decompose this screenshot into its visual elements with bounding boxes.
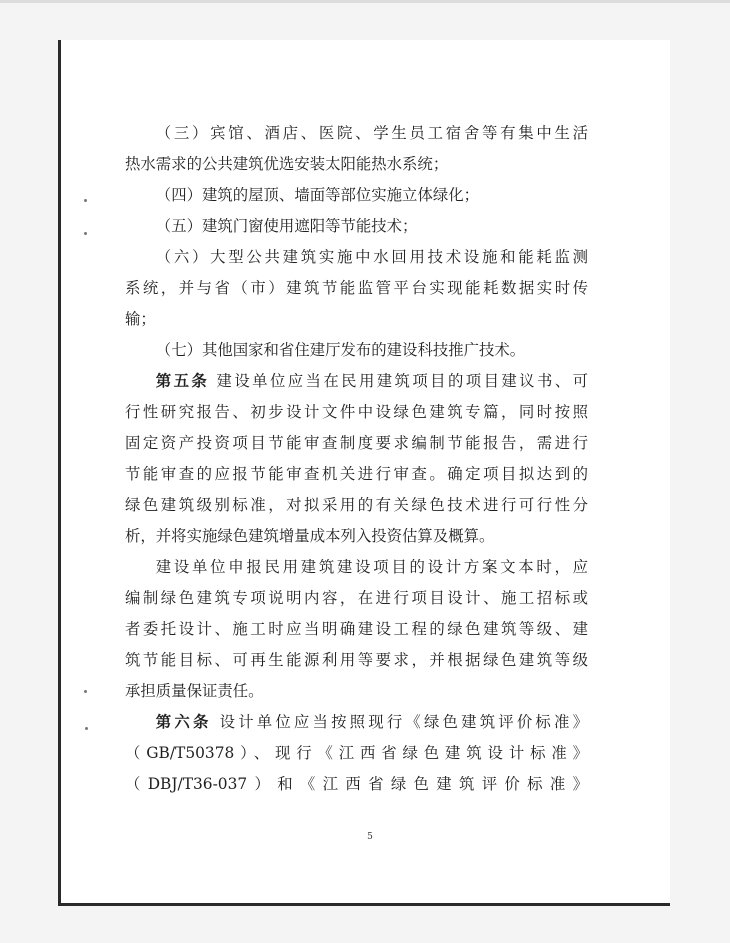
scan-speck [84,690,87,693]
text-line [125,149,588,180]
line-text: 承担质量保证责任。 [125,682,264,700]
text-line [125,645,588,676]
text-line [125,273,588,304]
text-line [125,397,588,428]
text-line [125,552,588,583]
article-heading: 第六条 [155,713,212,731]
text-line [125,459,588,490]
line-text: 建设单位应当在民用建筑项目的项目建议书、可 [216,372,588,390]
line-text: （DBJ/T36-037）和《江西省绿色建筑评价标准》 [125,775,588,793]
line-text: 设计单位应当按照现行《绿色建筑评价标准》 [219,713,588,731]
line-text: （六）大型公共建筑实施中水回用技术设施和能耗监测 [155,248,588,266]
text-line [125,211,588,242]
scan-top-edge [0,0,730,3]
article-heading: 第五条 [155,372,210,390]
text-line [125,180,588,211]
line-text: 绿色建筑级别标准，对拟采用的有关绿色技术进行可行性分 [125,496,588,514]
text-line [125,769,588,800]
line-text: 热水需求的公共建筑优选安装太阳能热水系统； [125,155,449,173]
text-line [125,583,588,614]
text-line [125,242,588,273]
text-line [125,366,588,397]
line-text: 节能审查的应报节能审查机关进行审查。确定项目拟达到的 [125,465,588,483]
line-text: 系统，并与省（市）建筑节能监管平台实现能耗数据实时传 [125,279,588,297]
line-text: （三）宾馆、酒店、医院、学生员工宿舍等有集中生活 [155,124,588,142]
scan-speck [85,727,88,730]
line-text: 输； [125,310,156,328]
text-line [125,614,588,645]
line-text: （GB/T50378）、现行《江西省绿色建筑设计标准》 [125,744,588,762]
scan-speck [84,199,87,202]
text-line [125,304,588,335]
text-line [125,490,588,521]
scan-speck [84,232,87,235]
text-line [125,738,588,769]
line-text: 析，并将实施绿色建筑增量成本列入投资估算及概算。 [125,527,495,545]
text-line [125,707,588,738]
page-number: 5 [367,832,373,842]
line-text: 编制绿色建筑专项说明内容，在进行项目设计、施工招标或 [125,589,588,607]
text-line [125,335,588,366]
line-text: 建设单位申报民用建筑建设项目的设计方案文本时，应 [155,558,588,576]
line-text: 固定资产投资项目节能审查制度要求编制节能报告，需进行 [125,434,588,452]
text-line [125,428,588,459]
document-body [125,118,588,800]
text-line [125,118,588,149]
line-text: 筑节能目标、可再生能源利用等要求，并根据绿色建筑等级 [125,651,588,669]
line-text: 者委托设计、施工时应当明确建设工程的绿色建筑等级、建 [125,620,588,638]
line-text: （五）建筑门窗使用遮阳等节能技术； [155,217,418,235]
line-text: （七）其他国家和省住建厅发布的建设科技推广技术。 [155,341,526,359]
line-text: 行性研究报告、初步设计文件中设绿色建筑专篇，同时按照 [125,403,588,421]
line-text: （四）建筑的屋顶、墙面等部位实施立体绿化； [155,186,480,204]
text-line [125,676,588,707]
text-line [125,521,588,552]
